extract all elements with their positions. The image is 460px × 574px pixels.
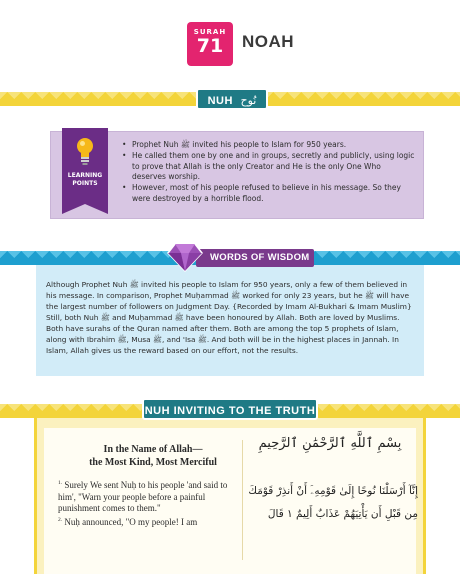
wisdom-text: Although Prophet Nuh ﷺ invited his people to Islam for 950 years, only a few of them believed in his message. In comparison, Prophet Muḥammad ﷺ worked for only 23 years, but he ﷺ will have the largest number of followers on Judgment Day. {Recorded by Imam Al-Bukhari & Imam Muslim} Still, both Nuh ﷺ and Muḥammad ﷺ have been honoured by Allah. Both are loved by Muslims. Both have surahs of the Quran named after them. Both are among the top 5 prophets of Islam, along with Ibrahim ﷺ, Musa ﷺ, and 'Isa ﷺ. And both will be in the highest places in Jannah. In Islam, Allah gives us the reward based on our effort, not the results. [46,280,412,355]
surah-badge [187,22,233,66]
learning-points-list [122,140,416,205]
verse-2: $^{2.}$ Nuḥ announced, "O my people! I am [58,516,198,527]
heading-line: the Most Kind, Most Merciful [89,457,217,468]
surah-number: 71 [196,35,224,57]
verse-1: $^{1.}$ Surely We sent Nuḥ to his people 'and said to him', "Warn your people before a painful punishment comes to them." [58,480,228,513]
basmala-arabic: بِسْمِ ٱللَّهِ ٱلرَّحْمَٰنِ ٱلرَّحِيمِ [258,436,402,451]
section-title-en: NUH [207,95,233,107]
english-translation [58,478,236,528]
column-divider [242,440,243,560]
inviting-title: NUH INVITING TO THE TRUTH [142,398,318,420]
heading-line: In the Name of Allah— [103,444,203,455]
arabic-verse-line: مِن قَبْلِ أَن يَأْتِيَهُمْ عَذَابٌ أَلِيمٌ ١ قَالَ [267,508,418,520]
list-item: • Prophet Nuh ﷺ invited his people to Islam for 950 years. [122,140,416,151]
gem-icon [167,242,203,272]
wisdom-title: WORDS OF WISDOM [196,249,314,267]
lightbulb-icon [75,136,95,166]
learning-points-tag [62,128,108,204]
list-item: • However, most of his people refused to believe in his message. So they were destroyed by a horrible flood. [122,183,416,204]
learning-points-label: LEARNING POINTS [67,172,103,187]
surah-label: SURAH [193,28,227,36]
section-title [196,88,268,110]
surah-name: NOAH [242,32,295,51]
bismillah-heading [78,443,228,469]
arabic-verse-line: إِنَّآ أَرْسَلْنَا نُوحًا إِلَىٰ قَوْمِهِۦٓ أَنْ أَنذِرْ قَوْمَكَ [248,485,418,497]
section-title-ar: نُوح [240,94,257,107]
list-item: • He called them one by one and in groups, secretly and publicly, using logic to prove that Allah is the only Creator and He is the only One Who deserves worship. [122,151,416,183]
